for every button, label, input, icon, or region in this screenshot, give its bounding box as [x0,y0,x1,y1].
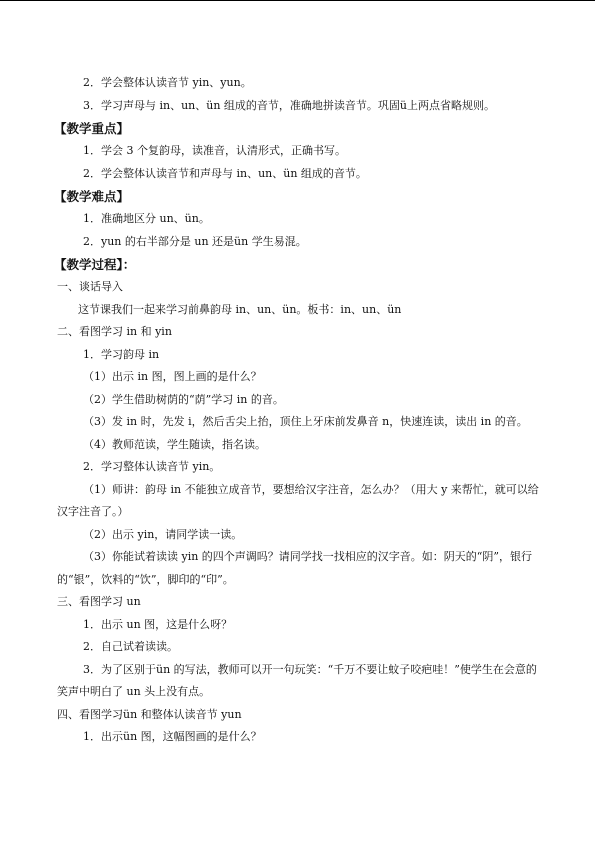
objective-2: 2．学会整体认读音节 yin、yun。 [83,76,252,89]
section-2-step-2-b: （2）出示 yin，请同学读一读。 [83,527,243,541]
section-2-step-2-a: （1）师讲：韵母 in 不能独立成音节，要想给汉字注音，怎么办？（用大 y 来帮忙，就可以给汉字注音了。） [57,482,539,518]
section-1-body: 这节课我们一起来学习前鼻韵母 in、un、ün。板书：in、un、ün [78,302,402,316]
section-1-title: 一、谈话导入 [57,280,123,293]
difficulty-1: 1．准确地区分 un、ün。 [83,212,210,225]
page-top-border [0,0,595,1]
section-3-step-1: 1．出示 un 图，这是什么呀？ [83,617,233,631]
section-2-step-1-a: （1）出示 in 图，图上画的是什么？ [83,370,262,383]
heading-difficulties: 【教学难点】 [54,189,130,204]
section-2-step-1-d: （4）教师范读，学生随读，指名读。 [83,437,266,451]
key-point-1: 1．学会 3 个复韵母，读准音，认清形式，正确书写。 [83,144,346,157]
section-4-title: 四、看图学习ün 和整体认读音节 yun [57,707,242,721]
heading-key-points: 【教学重点】 [54,121,130,136]
section-3-step-2: 2．自己试着读读。 [83,640,178,653]
section-4-step-1: 1．出示ün 图，这幅图画的是什么？ [83,730,262,743]
document-body [54,76,539,753]
section-2-step-1-c: （3）发 in 时，先发 i，然后舌尖上抬，顶住上牙床前发鼻音 n，快速连读，读出 in 的音。 [83,415,528,428]
heading-process: 【教学过程】： [54,257,136,272]
section-3-title: 三、看图学习 un [57,595,141,608]
section-2-step-2: 2．学习整体认读音节 yin。 [83,460,221,473]
section-2-title: 二、看图学习 in 和 yin [57,325,172,338]
difficulty-2: 2．yun 的右半部分是 un 还是ün 学生易混。 [83,234,307,248]
section-2-step-1: 1．学习韵母 in [83,347,160,361]
objective-3: 3．学习声母与 in、un、ün 组成的音节，准确地拼读音节。巩固ü上两点省略规则。 [83,98,496,112]
key-point-2: 2．学会整体认读音节和声母与 in、un、ün 组成的音节。 [83,166,367,180]
section-3-step-3: 3．为了区别于ün 的写法，教师可以开一句玩笑：“千万不要让蚊子咬疤哇！”使学生在会意的笑声中明白了 un 头上没有点。 [57,662,537,698]
section-2-step-1-b: （2）学生借助树荫的“荫”学习 in 的音。 [83,392,284,406]
section-2-step-2-c: （3）你能试着读读 yin 的四个声调吗？请同学找一找相应的汉字音。如：阴天的“阴”，银行的“银”，饮料的“饮”，脚印的“印”。 [57,550,533,586]
